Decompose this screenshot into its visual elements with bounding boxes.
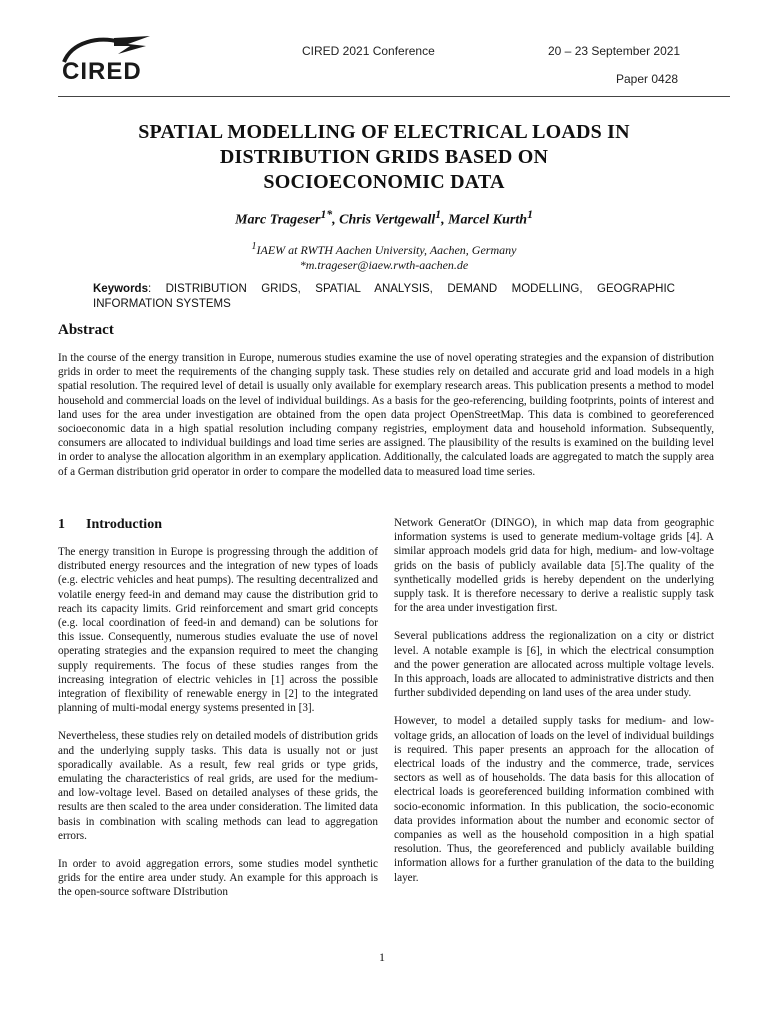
- right-column: [394, 516, 714, 899]
- paragraph: However, to model a detailed supply tasks for medium- and low-voltage grids, an allocation of loads on the level of individual buildings is required. This paper presents an approach for the allocation of electrical loads of the industry and the commerce, trade, services sectors as well as of households. The data basis for this allocation of electrical loads is georeferenced building information combined with socio-economic information. In this publication, the socio-economic data provides information about the number and economic sector of companies as well as the household composition in a high spatial resolution. Thus, the georeferenced and publicly available building information allows for a further granulation of the data to the building layer.: [394, 715, 714, 884]
- author-superscript: 1: [435, 208, 442, 221]
- paragraph: Several publications address the regionalization on a city or district level. A notable example is [6], in which the electrical consumption and the power generation are allocated across multiple voltage levels. In this approach, loads are allocated to administrative districts and then further subdivided depending on land uses of the area under study.: [394, 630, 714, 700]
- section-number: 1: [58, 517, 65, 532]
- keywords: [93, 282, 675, 312]
- section-title: Introduction: [86, 517, 162, 532]
- title-line-1: SPATIAL MODELLING OF ELECTRICAL LOADS IN: [138, 121, 630, 143]
- affiliation-institution: IAEW at RWTH Aachen University, Aachen, Germany: [256, 243, 517, 257]
- author-name: Marcel Kurth: [448, 212, 528, 228]
- author-name: Chris Vertgewall: [339, 212, 436, 228]
- left-column: [58, 545, 378, 914]
- paragraph: Network GeneratOr (DINGO), in which map data from geographic information systems is used to generate medium-voltage grids [4]. A similar approach models grid data for high, medium- and low-voltage grids on the basis of publicly available data [5].The quality of the synthetically modelled grids is hereby dependent on the underlying supply task. It is therefore necessary to derive a realistic supply task for the area under investigation first.: [394, 517, 714, 615]
- corresponding-email: *m.trageser@iaew.rwth-aachen.de: [299, 258, 469, 272]
- author-superscript: 1*: [320, 208, 333, 221]
- author-list: Marc Trageser$^{1*}$, Chris Vertgewall$^1$, Marcel Kurth$^1$: [235, 208, 533, 228]
- abstract-heading: Abstract: [58, 322, 114, 338]
- title-line-3: SOCIOECONOMIC DATA: [263, 171, 505, 193]
- logo-text: CIRED: [62, 58, 142, 85]
- title-line-2: DISTRIBUTION GRIDS BASED ON: [219, 146, 549, 168]
- paragraph: In order to avoid aggregation errors, some studies model synthetic grids for the entire area under study. An example for this approach is the open-source software DIstribution: [58, 858, 378, 899]
- author-name: Marc Trageser: [235, 212, 321, 228]
- conference-date: 20 – 23 September 2021: [548, 44, 681, 58]
- paragraph: Nevertheless, these studies rely on detailed models of distribution grids and the underlying supply tasks. This data is usually not or just sporadically available. As a result, few real grids or type grids, emulating the characteristics of real grids, are used for the medium- and low-voltage level. Based on detailed analyses of these grids, the results are then scaled to the area under consideration. The limited data basis in combination with scaling methods can lead to aggregation errors.: [58, 730, 378, 842]
- author-superscript: 1: [527, 208, 533, 221]
- paper-number: Paper 0428: [616, 72, 679, 86]
- keywords-text: : DISTRIBUTION GRIDS, SPATIAL ANALYSIS, DEMAND MODELLING, GEOGRAPHIC INFORMATION SYSTEMS: [93, 283, 675, 310]
- abstract-text: In the course of the energy transition in Europe, numerous studies examine the use of novel operating strategies and the expansion of distribution grids in order to meet the requirements of the changing supply task. These studies rely on detailed and accurate grid and load models in a high spatial resolution. The required level of detail is usually only available for exemplary research areas. This publication presents a method to model household and commercial loads on the level of individual buildings. As a basis for the geo-referencing, building footprints, points of interest and land uses for the area under investigation are obtained from the open data project OpenStreetMap. This data is combined to georeferenced socioeconomic data in a high spatial resolution including company registries, employment data and household information. Subsequently, consumers are allocated to individual buildings and load time series are assigned. The plausibility of the results is examined on the building level in order to analyse the allocation algorithm in an exemplary application. Additionally, the calculated loads are aggregated to match the supply area of a German distribution grid operator in order to compare the modelled data to measured load time series.: [58, 352, 714, 478]
- paper-title: [60, 120, 708, 195]
- header-divider: [58, 96, 730, 97]
- affiliation: [60, 239, 708, 273]
- conference-name: CIRED 2021 Conference: [302, 44, 435, 58]
- keywords-label: Keywords: [93, 283, 148, 295]
- page-number: 1: [379, 950, 385, 964]
- affiliation-superscript: 1: [251, 241, 257, 252]
- cired-logo: [58, 34, 158, 84]
- section-heading: [58, 517, 162, 533]
- paragraph: The energy transition in Europe is progressing through the addition of distributed energy resources and the integration of new types of loads (e.g. electric vehicles and heat pumps). The resulting decentralized and volatile energy feed-in and demand may cause the distribution grid to reach its capacity limits. Grid reinforcement and smart grid concepts (e.g. local coordination of feed-in and demand) can be solutions for this issue. Consequently, numerous studies evaluate the use of novel operating strategies and the expansion required to meet the changing supply requirements. The focus of these studies ranges from the increasing integration of electric vehicles in [1] across the possible integration of flexibility of renewable energy in [2] to the integrated planning of multi-modal energy systems presented in [3].: [58, 546, 378, 715]
